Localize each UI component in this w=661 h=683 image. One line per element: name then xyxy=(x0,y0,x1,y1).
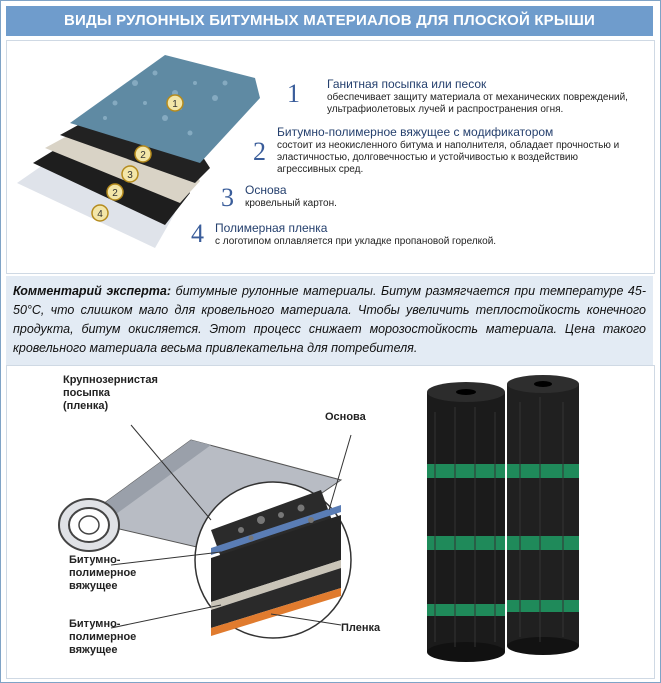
marker-3: 3 xyxy=(127,170,133,181)
label-binder-2-line-1: Битумно- xyxy=(69,618,121,630)
legend-title-1: Ганитная посыпка или песок xyxy=(327,77,487,91)
bottom-panel xyxy=(6,365,655,679)
label-base: Основа xyxy=(325,411,366,423)
label-topping-line-2: посыпка xyxy=(63,387,110,399)
legend-number-3: 3 xyxy=(221,183,234,212)
legend-desc-4: с логотипом оплавляется при укладке пропановой горелкой. xyxy=(215,236,497,247)
legend-number-4: 4 xyxy=(191,219,204,248)
legend-desc-2: состоит из неокисленного битума и наполнителя, обладает прочностью и эластичностью, долговечностью и устойчивостью к воздействию агрессивных сред. xyxy=(277,140,620,175)
marker-2b: 2 xyxy=(112,188,118,199)
legend-title-2: Битумно-полимерное вяжущее с модификатором xyxy=(277,125,554,139)
label-binder-1-line-2: полимерное xyxy=(69,567,137,579)
label-binder-1-line-3: вяжущее xyxy=(69,580,118,592)
marker-4: 4 xyxy=(97,209,103,220)
label-topping xyxy=(63,374,158,413)
marker-1: 1 xyxy=(172,99,178,110)
label-topping-line-3: (пленка) xyxy=(63,400,109,412)
marker-2a: 2 xyxy=(140,150,146,161)
page-title: ВИДЫ РУЛОННЫХ БИТУМНЫХ МАТЕРИАЛОВ ДЛЯ ПЛОСКОЙ КРЫШИ xyxy=(6,6,653,36)
label-binder-2-line-3: вяжущее xyxy=(69,644,118,656)
expert-comment-lead: Комментарий эксперта: xyxy=(13,284,171,298)
legend-number-2: 2 xyxy=(253,137,266,166)
roll-cross-section-diagram xyxy=(11,370,371,670)
layers-panel xyxy=(6,40,655,274)
label-binder-2 xyxy=(69,618,136,657)
legend-number-1: 1 xyxy=(287,79,300,108)
label-binder-1-line-1: Битумно- xyxy=(69,554,121,566)
expert-comment xyxy=(6,276,653,370)
label-topping-line-1: Крупнозернистая xyxy=(63,374,158,386)
legend-title-3: Основа xyxy=(245,183,287,197)
expert-comment-text: битумные рулонные материалы. Битум размягчается при температуре 45-50°С, что слишком мало для кровельного материала. Чтобы увеличить теплостойкость конечного продукта, битум окисляется. Этот процесс снижает морозостойкость материала. Цена такого кровельного материала весьма привлекательна для потребителя. xyxy=(13,284,646,355)
legend-title-4: Полимерная пленка xyxy=(215,221,328,235)
label-binder-1 xyxy=(69,554,136,593)
roofing-rolls-photo xyxy=(415,372,590,672)
legend-desc-1: обеспечивает защиту материала от механических повреждений, ультрафиолетовых лучей и распространения огня. xyxy=(327,92,628,115)
legend-desc-3: кровельный картон. xyxy=(245,198,337,209)
label-binder-2-line-2: полимерное xyxy=(69,631,137,643)
label-film: Пленка xyxy=(341,622,381,634)
